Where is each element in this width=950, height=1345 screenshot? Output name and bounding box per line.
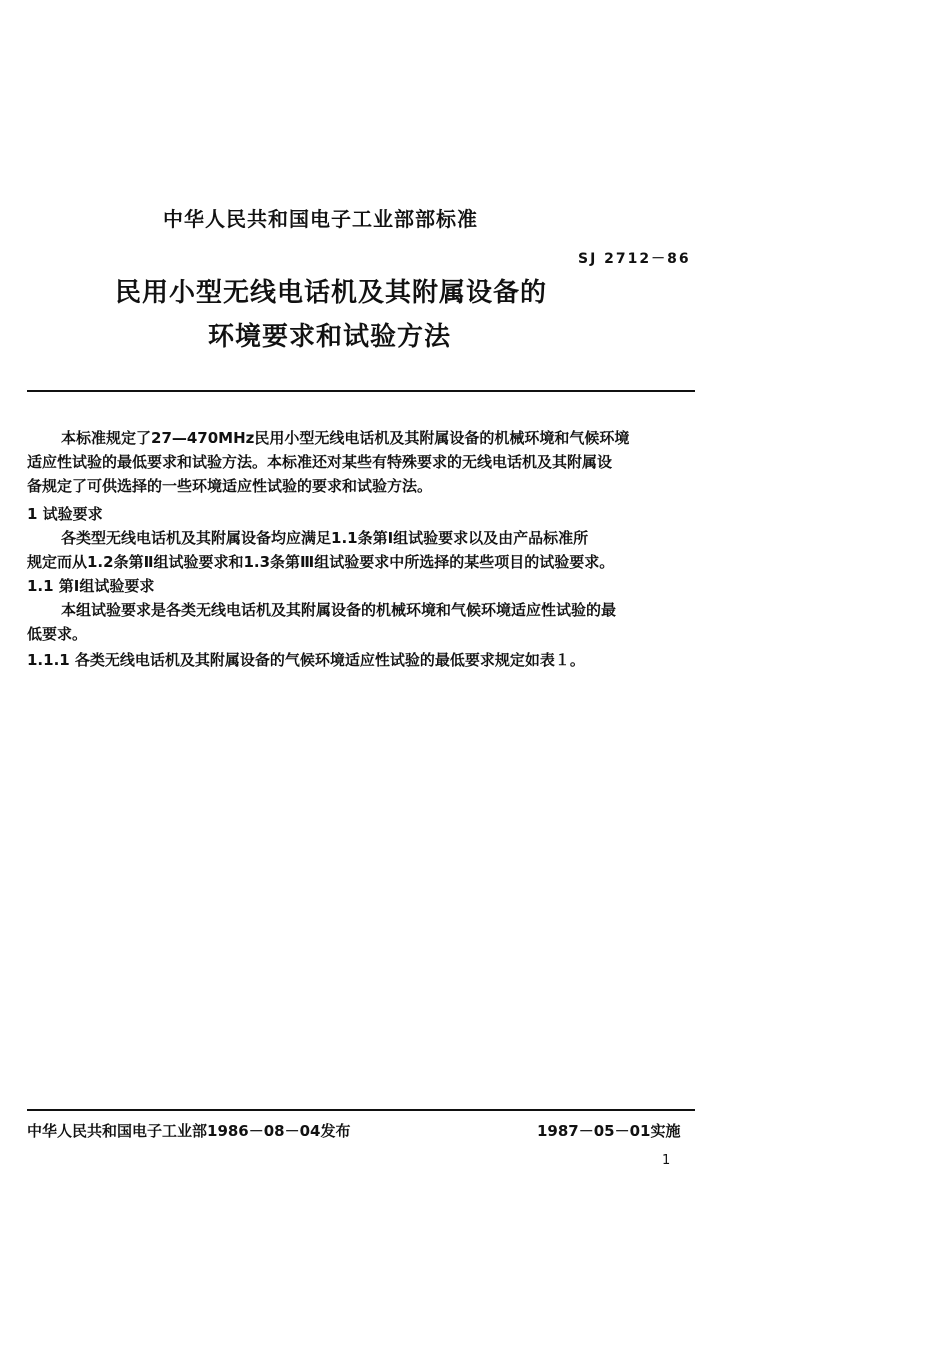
effective-date: 1987－05－01实施 xyxy=(537,1122,681,1140)
page-number: 1 xyxy=(662,1153,671,1168)
footer-divider xyxy=(27,1109,695,1111)
section-1-1-paragraph xyxy=(27,598,697,646)
document-title-line-2: 环境要求和试验方法 xyxy=(208,322,452,352)
section-1-1-line: 低要求。 xyxy=(27,625,88,643)
section-1-paragraph xyxy=(27,526,697,574)
intro-line: 备规定了可供选择的一些环境适应性试验的要求和试验方法。 xyxy=(27,477,433,495)
intro-paragraph xyxy=(27,426,697,498)
header-divider xyxy=(27,390,695,392)
section-heading: 1 试验要求 xyxy=(27,505,103,523)
section-1-1-1-paragraph xyxy=(27,648,697,672)
section-1-line: 规定而从1.2条第Ⅱ组试验要求和1.3条第Ⅲ组试验要求中所选择的某些项目的试验要求。 xyxy=(27,553,615,571)
standard-code: SJ 2712－86 xyxy=(578,251,691,267)
section-1-1-heading xyxy=(27,574,697,598)
document-title-line-1: 民用小型无线电话机及其附属设备的 xyxy=(115,278,548,308)
section-1-1-1-line: 1.1.1 各类无线电话机及其附属设备的气候环境适应性试验的最低要求规定如表１。 xyxy=(27,651,585,669)
section-1-line: 各类型无线电话机及其附属设备均应满足1.1条第Ⅰ组试验要求以及由产品标准所 xyxy=(61,529,589,547)
issue-date: 中华人民共和国电子工业部1986－08－04发布 xyxy=(27,1122,351,1140)
section-1-1-line: 本组试验要求是各类无线电话机及其附属设备的机械环境和气候环境适应性试验的最 xyxy=(61,601,617,619)
section-1-heading xyxy=(27,502,697,526)
issuing-authority: 中华人民共和国电子工业部部标准 xyxy=(163,207,478,231)
intro-line: 本标准规定了27—470MHz民用小型无线电话机及其附属设备的机械环境和气候环境 xyxy=(61,429,630,447)
section-heading: 1.1 第Ⅰ组试验要求 xyxy=(27,577,155,595)
intro-line: 适应性试验的最低要求和试验方法。本标准还对某些有特殊要求的无线电话机及其附属设 xyxy=(27,453,613,471)
